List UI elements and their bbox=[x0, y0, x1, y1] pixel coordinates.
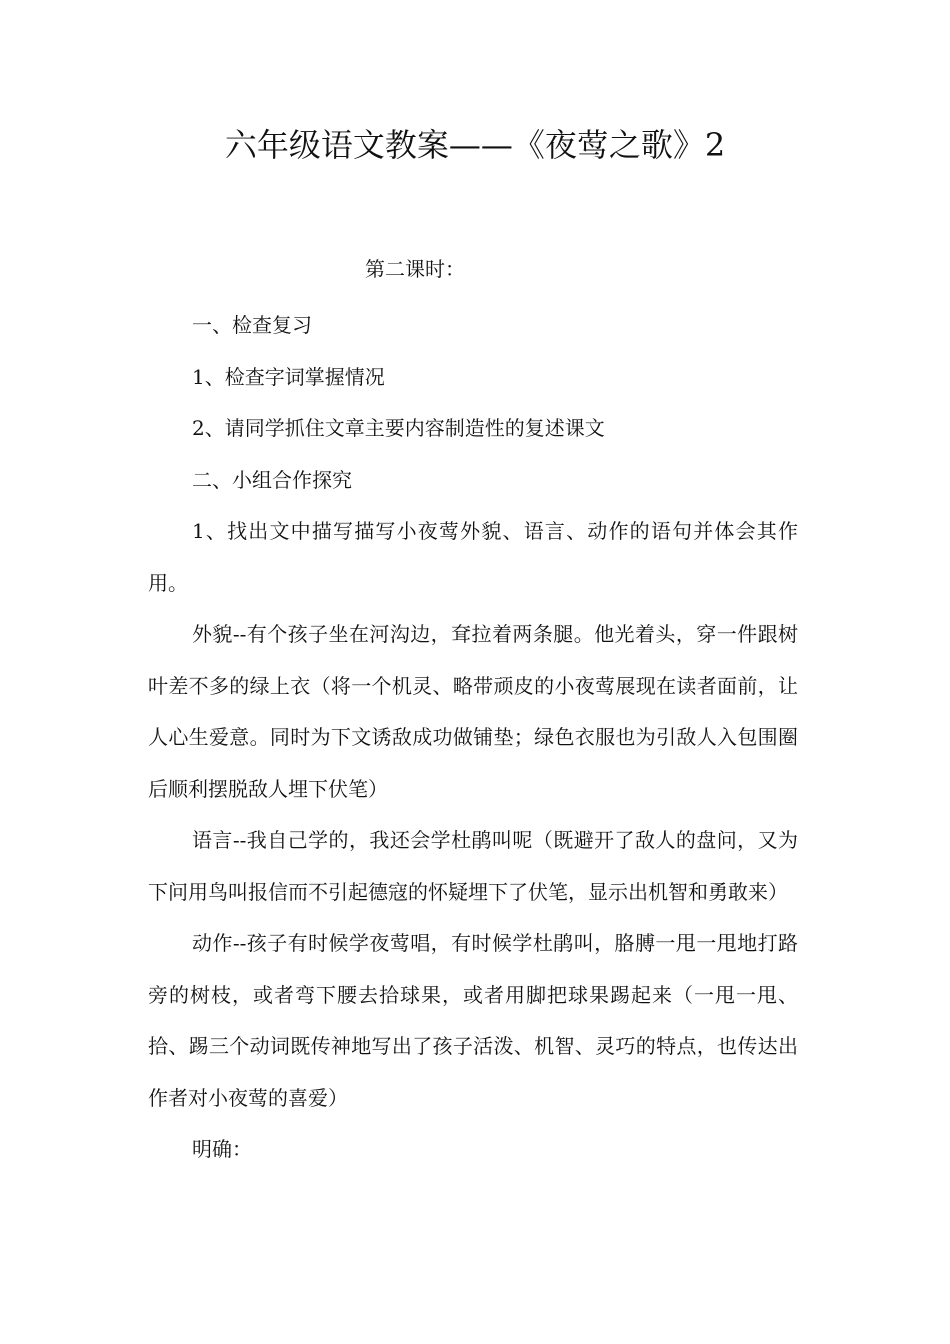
document-body bbox=[148, 300, 798, 1176]
paragraph-action: 动作--孩子有时候学夜莺唱，有时候学杜鹃叫，胳膊一甩一甩地打路旁的树枝，或者弯下腰去拾球果，或者用脚把球果踢起来（一甩一甩、拾、踢三个动词既传神地写出了孩子活泼、机智、灵巧的特点，也传达出作者对小夜莺的喜爱） bbox=[148, 931, 798, 1110]
paragraph-appearance: 外貌--有个孩子坐在河沟边，耷拉着两条腿。他光着头，穿一件跟树叶差不多的绿上衣（将一个机灵、略带顽皮的小夜莺展现在读者面前，让人心生爱意。同时为下文诱敌成功做铺垫；绿色衣服也为引敌人入包围圈后顺利摆脱敌人埋下伏笔） bbox=[148, 622, 798, 801]
paragraph-review-1: 1、检查字词掌握情况 bbox=[192, 364, 385, 389]
paragraph-review-heading: 一、检查复习 bbox=[192, 313, 312, 337]
lesson-subtitle: 第二课时： bbox=[365, 257, 465, 281]
paragraph-language: 语言--我自己学的，我还会学杜鹃叫呢（既避开了敌人的盘问，又为下问用鸟叫报信而不引起德寇的怀疑埋下了伏笔，显示出机智和勇敢来） bbox=[148, 828, 798, 904]
paragraph-clarify: 明确： bbox=[192, 1137, 252, 1161]
paragraph-group-heading: 二、小组合作探究 bbox=[192, 467, 352, 492]
document-title: 六年级语文教案——《夜莺之歌》2 bbox=[224, 126, 726, 164]
paragraph-review-2: 2、请同学抓住文章主要内容制造性的复述课文 bbox=[192, 416, 605, 440]
paragraph-group-1: 1、找出文中描写描写小夜莺外貌、语言、动作的语句并体会其作用。 bbox=[148, 519, 798, 595]
